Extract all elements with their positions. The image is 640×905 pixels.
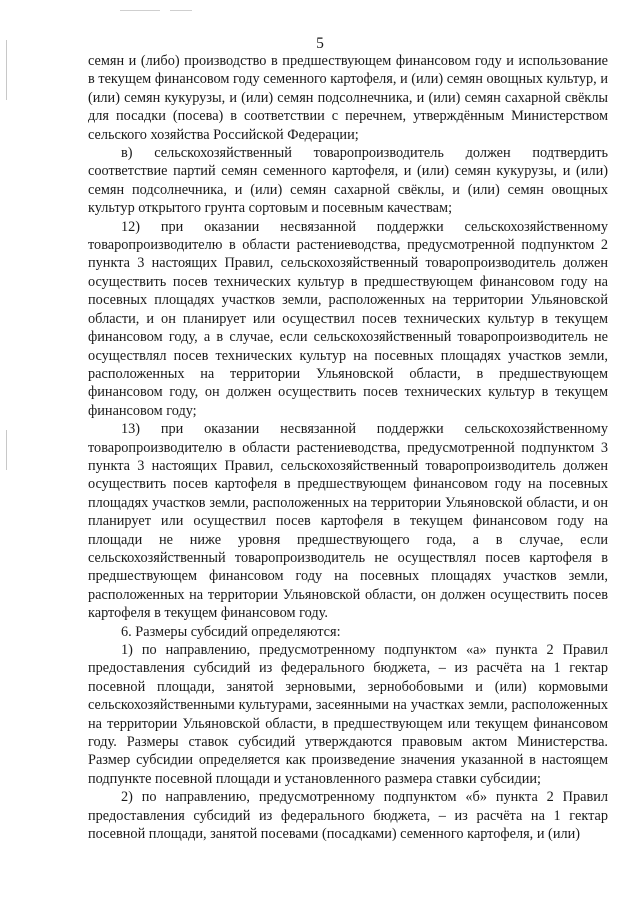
paragraph-continuation: семян и (либо) производство в предшествующем финансовом году и использование в текущем финансовом году семенного картофеля, и (или) семян овощных культур, и (или) семян кукурузы, и (или) семян подсолнечника, и (или) семян сахарной свёклы для посадки (посева) в соответствии с перечнем, утверждённым Министерством сельского хозяйства Российской Федерации; — [88, 53, 608, 143]
paragraph-item-v: в) сельскохозяйственный товаропроизводитель должен подтвердить соответствие партий семян семенного картофеля, и (или) семян кукурузы, и (или) семян подсолнечника, и (или) семян сахарной свёклы, и (или) семян овощных культур открытого грунта сортовым и посевным качествам; — [88, 145, 608, 217]
paragraph-item-6-1: 1) по направлению, предусмотренному подпунктом «а» пункта 2 Правил предоставления субсидий из федерального бюджета, – из расчёта на 1 гектар посевной площади, занятой зерновыми, зернобобовыми и (или) кормовыми сельскохозяйственными культурами, засеянными на участках земли, расположенных на территории Ульяновской области, в предшествующем или текущем финансовом году. Размеры ставок субсидий утверждаются правовым актом Министерства. Размер субсидии определяется как произведение значения указанной в настоящем подпункте посевной площади и установленного размера ставки субсидии; — [88, 642, 608, 787]
scan-artifact-top — [120, 10, 160, 11]
page-number: 5 — [316, 35, 324, 52]
paragraph-item-13: 13) при оказании несвязанной поддержки сельскохозяйственному товаропроизводителю в области растениеводства, предусмотренной подпунктом 3 пункта 3 настоящих Правил, сельскохозяйственный товаропроизводитель должен осуществить посев картофеля в предшествующем финансовом году на посевных площадях участков земли, расположенных на территории Ульяновской области, и он планирует или осуществил посев картофеля в текущем финансовом году на площади не ниже уровня предшествующего года, а в случае, если сельскохозяйственный товаропроизводитель не осуществлял посев картофеля в предшествующем финансовом году на посевных площадях участков земли, расположенных на территории Ульяновской области, он должен осуществить посев картофеля в текущем финансовом году. — [88, 421, 608, 622]
paragraph-item-12: 12) при оказании несвязанной поддержки сельскохозяйственному товаропроизводителю в области растениеводства, предусмотренной подпунктом 2 пункта 3 настоящих Правил, сельскохозяйственный товаропроизводитель должен осуществить посев технических культур в предшествующем финансовом году на посевных площадях участков земли, расположенных на территории Ульяновской области, и он планирует или осуществил посев технических культур в текущем финансовом году, а в случае, если сельскохозяйственный товаропроизводитель не осуществлял посев технических культур на посевных площадях участков земли, расположенных на территории Ульяновской области, в предшествующем финансовом году, он должен осуществить посев технических культур в текущем финансовом году; — [88, 218, 608, 419]
paragraph-item-6-2: 2) по направлению, предусмотренному подпунктом «б» пункта 2 Правил предоставления субсидий из федерального бюджета, – из расчёта на 1 гектар посевной площади, занятой посевами (посадками) семенного картофеля, и (или) — [88, 789, 608, 843]
scan-artifact-top-2 — [170, 10, 192, 11]
paragraph-section-6: 6. Размеры субсидий определяются: — [121, 623, 341, 640]
scan-artifact-edge-2 — [6, 430, 7, 470]
document-body — [88, 52, 608, 843]
